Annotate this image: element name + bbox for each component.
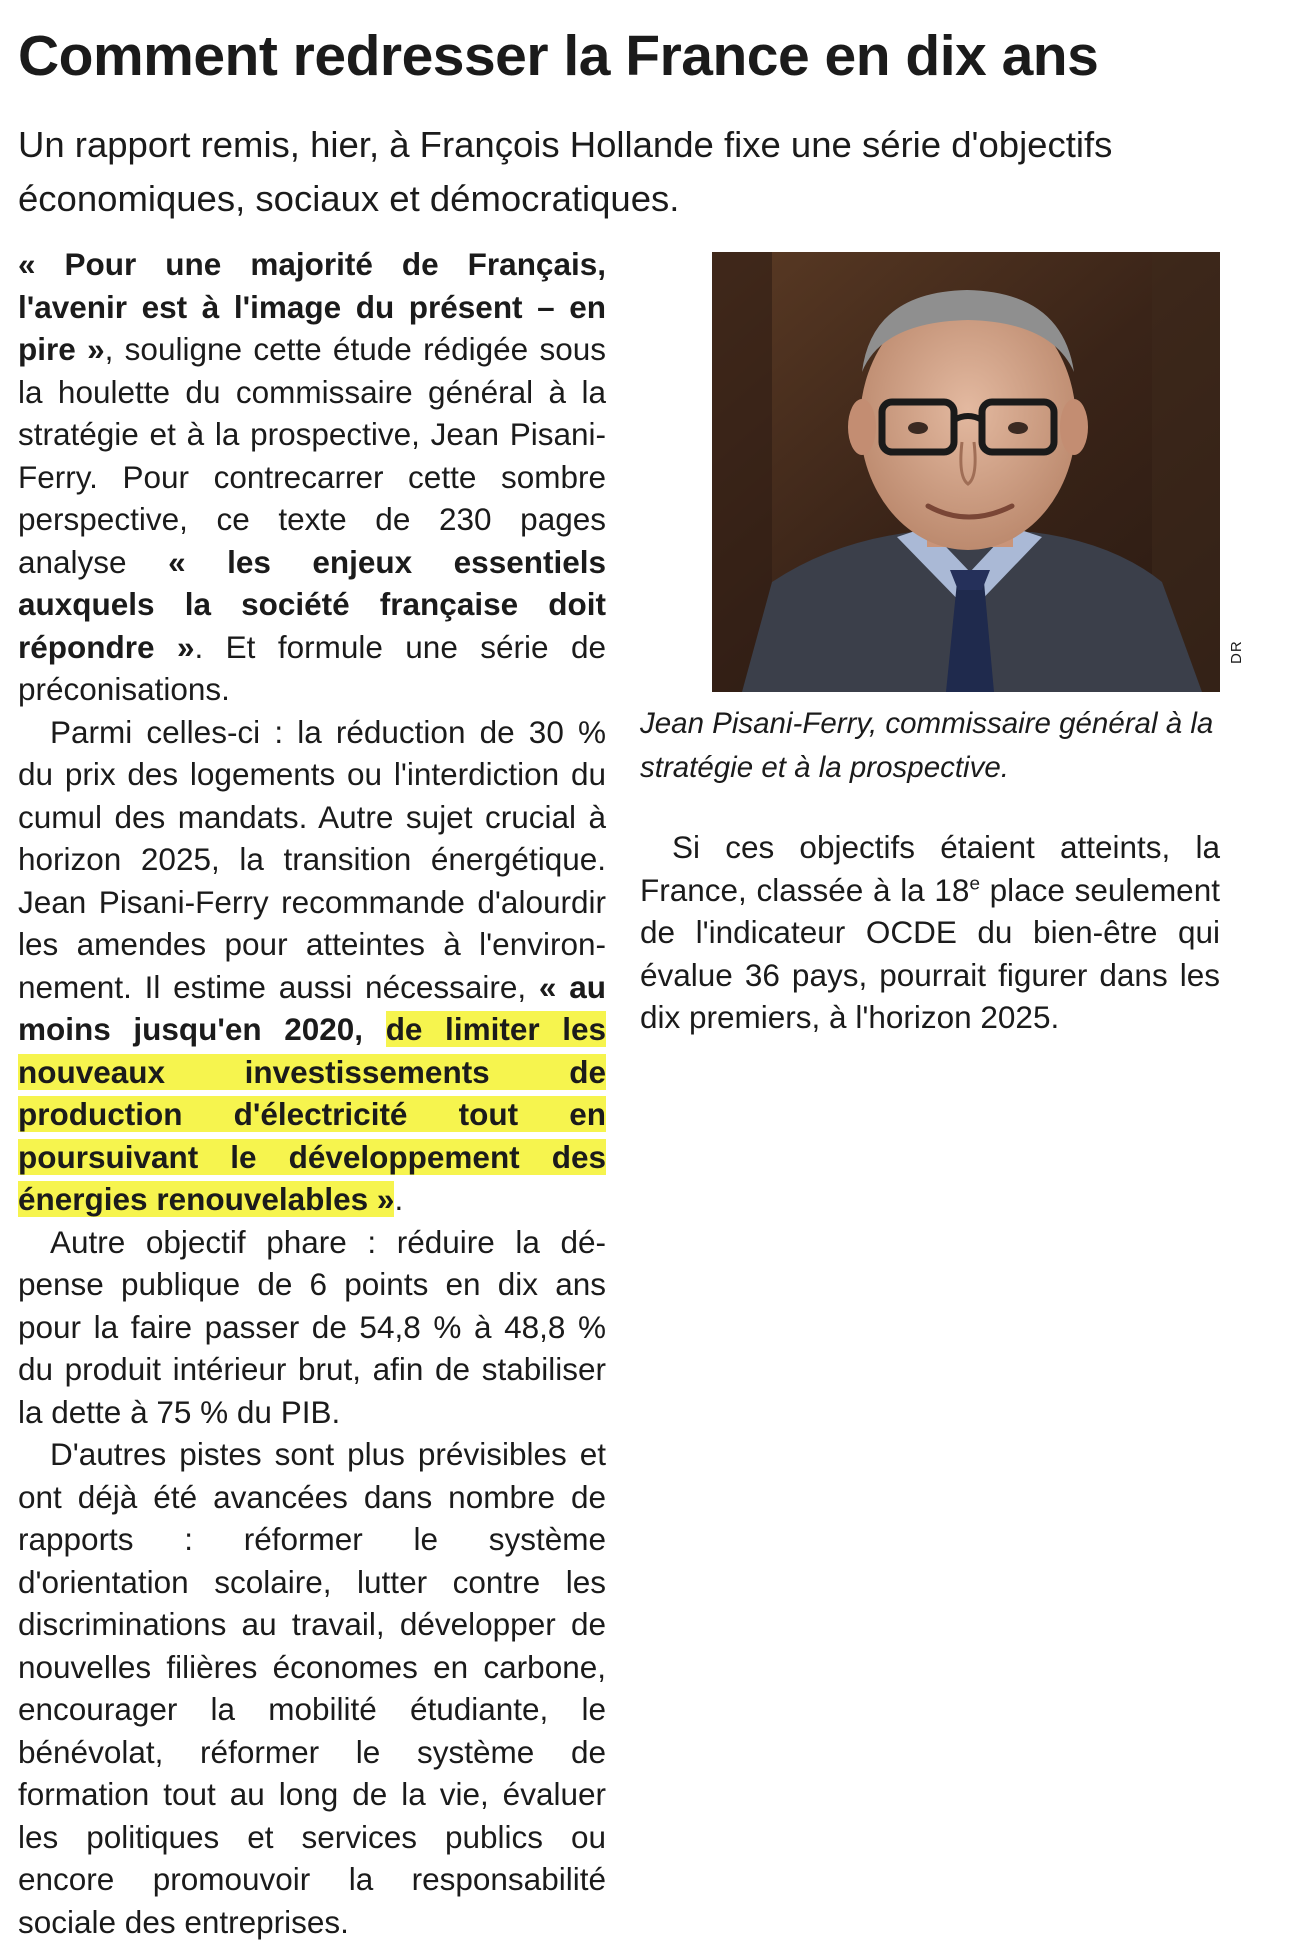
photo-credit: DR xyxy=(1228,640,1245,664)
headline: Comment redresser la France en dix ans xyxy=(18,24,1099,88)
subheadline: Un rapport remis, hier, à François Hollande fixe une série d'objectifs économiques, sociaux et démocratiques. xyxy=(18,124,1113,219)
paragraph-5-text-a: Si ces objectifs étaient atteints, la France, classée à la 18 xyxy=(640,829,1220,908)
paragraph-3: Autre objectif phare : réduire la dépense publique de 6 points en dix ans pour la faire passer de 54,8 % à 48,8 % du produit intérieur brut, afin de stabiliser la dette à 75 % du PIB. xyxy=(18,1223,606,1430)
portrait-illustration xyxy=(712,252,1220,692)
paragraph-5 xyxy=(640,826,1220,1039)
article-column-left xyxy=(18,243,606,1943)
paragraph-1 xyxy=(18,243,606,711)
article-column-right xyxy=(640,826,1220,1039)
photo-caption: Jean Pisani-Ferry, commissaire général à la stratégie et à la prospective. xyxy=(640,707,1214,784)
quote-enjeux: « les enjeux essentiels auxquels la société française doit répondre » xyxy=(18,543,607,665)
paragraph-4: D'autres pistes sont plus prévisibles et ont déjà été avancées dans nombre de rapports : réformer le système d'orientation scolaire, lutter contre les discriminations au travail, développer de nouvelles filières économes en carbone, encourager la mobilité étudiante, le bénévolat, réformer le système de formation tout au long de la vie, évaluer les politiques et services publics ou encore promouvoir la responsabilité sociale des entreprises. xyxy=(18,1436,606,1940)
paragraph-5-text-b: place seulement de l'indicateur OCDE du bien-être qui évalue 36 pays, pourrait figurer dans les dix premiers, à l'horizon 2025. xyxy=(640,871,1220,1035)
portrait-photo xyxy=(712,252,1220,692)
paragraph-2 xyxy=(18,711,606,1221)
paragraph-2-end: . xyxy=(394,1181,404,1217)
paragraph-2-text: Parmi celles-ci : la réduction de 30 % du prix des logements ou l'interdiction du cumul des mandats. Autre sujet crucial à horizon 2025, la transition énergétique. Jean Pisani-Ferry recommande d'alourdir les amendes pour atteintes à l'environnement. Il estime aussi nécessaire, xyxy=(18,713,606,1005)
superscript-e: e xyxy=(969,873,980,894)
quote-majority: « Pour une majorité de Français, l'avenir est à l'image du présent – en pire » xyxy=(18,246,606,367)
highlighted-quote: de limiter les nouveaux investissements de production d'électricité tout en poursuivant le développement des énergies renouvelables » xyxy=(18,1011,606,1217)
quote-2020: « au moins jusqu'en 2020, xyxy=(18,968,606,1047)
paragraph-1-text-a: , souligne cette étude rédigée sous la houlette du commissaire général à la stratégie et à la prospective, Jean Pisani-Ferry. Pour contrecarrer cette sombre perspective, ce texte de 230 pages analyse xyxy=(18,331,606,580)
paragraph-1-text-b: . Et formule une série de préconisations. xyxy=(18,628,606,707)
